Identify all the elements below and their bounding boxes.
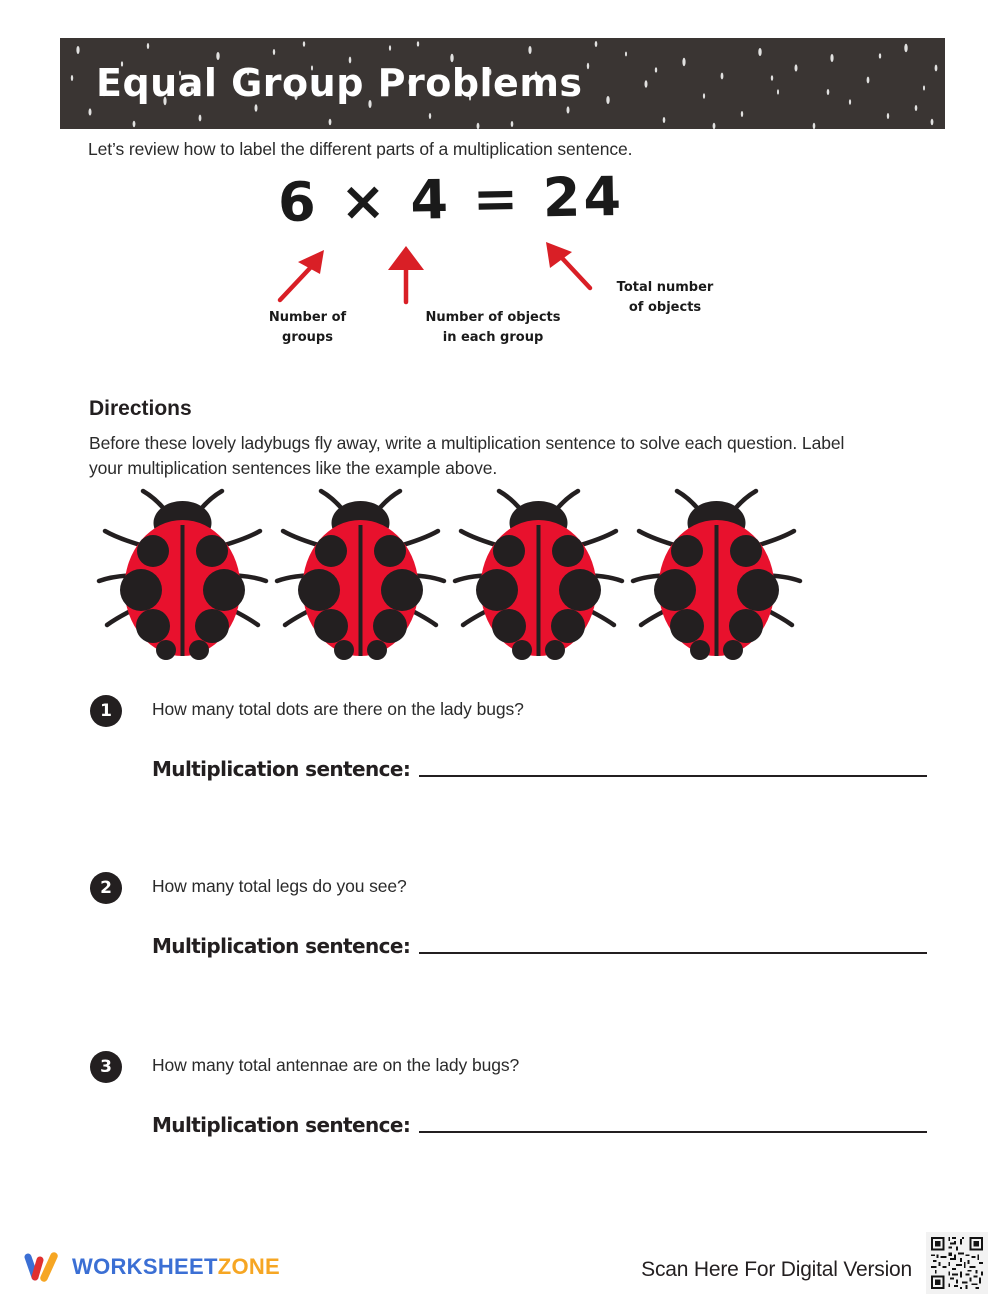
ladybug [629,483,804,668]
arrow-up-right-icon [268,240,338,306]
question-number-badge: 1 [90,695,122,727]
question-text: How many total antennae are on the lady bugs? [152,1055,520,1075]
worksheet-zone-logomark-icon [24,1250,64,1284]
ladybug [273,483,448,668]
question-text: How many total dots are there on the lady bugs? [152,699,524,719]
directions-heading: Directions [89,397,192,420]
answer-row [152,1113,927,1137]
example-label-objects-line1: Number of objects [425,310,561,325]
answer-row [152,934,927,958]
worksheet-zone-logo-text [72,1254,280,1280]
ladybug [451,483,626,668]
page-header-banner [60,38,945,129]
answer-blank-line[interactable] [419,1131,927,1133]
intro-text: Let’s review how to label the different parts of a multiplication sentence. [88,139,633,159]
question-text: How many total legs do you see? [152,876,407,896]
logo-word-zone: ZONE [217,1254,281,1279]
ladybug [95,483,270,668]
answer-blank-line[interactable] [419,952,927,954]
question-number-badge: 3 [90,1051,122,1083]
example-diagram [240,164,714,368]
logo-word-worksheet: WORKSHEET [72,1254,218,1279]
ladybug-illustration-row [95,483,795,668]
example-equation: 6 × 4 = 24 [277,164,625,235]
question-number-badge: 2 [90,872,122,904]
answer-label: Multiplication sentence: [152,934,411,958]
directions-body: Before these lovely ladybugs fly away, write a multiplication sentence to solve each question. Label your multiplication sentences like the example above. [89,433,845,478]
answer-label: Multiplication sentence: [152,757,411,781]
example-label-groups-line1: Number of [268,310,347,325]
answer-blank-line[interactable] [419,775,927,777]
example-label-total-objects [530,278,800,318]
answer-row [152,757,927,781]
example-label-groups [240,308,375,348]
example-label-total-line2: of objects [628,300,702,316]
worksheet-zone-logo[interactable] [24,1250,280,1284]
example-label-objects-line2: in each group [442,330,544,346]
example-label-groups-line2: groups [282,330,333,346]
arrow-up-icon [380,240,432,306]
scan-prompt-text: Scan Here For Digital Version [641,1258,912,1281]
page-title: Equal Group Problems [96,60,583,105]
answer-label: Multiplication sentence: [152,1113,411,1137]
qr-code-icon[interactable] [926,1232,988,1294]
example-label-total-line1: Total number [616,280,714,295]
